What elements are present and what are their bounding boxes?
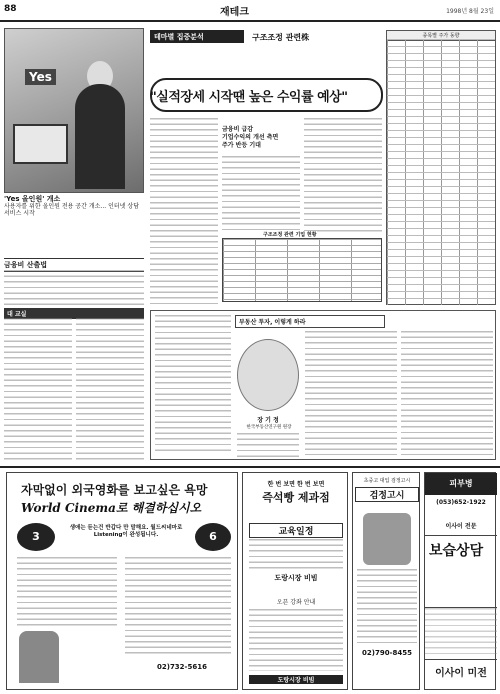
photo-caption [4, 196, 144, 217]
months-badge-right: 6 [195, 523, 231, 551]
interview-box [150, 310, 496, 460]
interview-title: 부동산 투자, 이렇게 하라 [235, 315, 385, 328]
left-column-tag: 대 교실 [4, 308, 144, 319]
feature-table [222, 232, 382, 302]
left-body-text-3 [76, 318, 144, 462]
bakery-ad-footer: 도랑시장 비빔 [249, 675, 343, 684]
page-number: 88 [4, 4, 17, 14]
person-figure [75, 84, 125, 189]
clinic-ad-block-3 [425, 607, 497, 655]
exam-ad-phone: 02)790-8455 [362, 649, 412, 657]
feature-tag: 구조조정 관련株 [252, 33, 310, 42]
clinic-ad-mid: 보습상담 [429, 543, 484, 559]
graduate-photo [363, 513, 411, 565]
clinic-ad-bottom: 이사이 미전 [425, 659, 497, 691]
feature-subheads [222, 126, 302, 150]
bakery-ad-kicker: 한 번 보면 한 번 보면 [267, 481, 325, 488]
movie-ad-message: 생애는 듣는건 반갑다 만 말해요. 월드씨네마로 Listening이 완성됩니다. [69, 525, 183, 538]
feature-subhead-3: 주가 반등 기대 [222, 142, 261, 149]
bakery-ad-open: 오픈 강좌 안내 [276, 599, 316, 606]
months-badge-left: 3 [17, 523, 55, 551]
page-header [0, 0, 500, 22]
issue-date: 1998년 8월 23일 [446, 8, 494, 15]
ad-divider [0, 466, 500, 468]
bakery-ad-title: 즉석빵 제과점 [262, 491, 330, 504]
stock-sidebar-table [386, 30, 496, 305]
movie-ad-line1: 자막없이 외국영화를 보고싶은 욕망 [21, 483, 208, 497]
interview-col1 [155, 315, 231, 455]
news-photo [4, 28, 144, 193]
theme-badge: 테마별 집중분석 [150, 30, 244, 43]
feature-body-col3 [304, 118, 382, 232]
sidebar-table-title: 종목별 주가 동향 [387, 31, 495, 41]
exam-ad-header: 초중고 대입 검정고시 [363, 478, 411, 484]
feature-subhead-1: 금융비 급감 [222, 126, 254, 133]
left-body-text-2 [4, 318, 72, 462]
clinic-ad [424, 472, 496, 690]
bakery-course-ad [242, 472, 348, 690]
bakery-ad-schedule: 교육일정 [249, 523, 343, 538]
interview-col4 [401, 331, 493, 455]
computer-monitor-icon [13, 124, 68, 164]
feature-subhead-2: 기업수익의 개선 측면 [222, 134, 279, 141]
interview-col3 [305, 331, 397, 455]
feature-body-col1 [150, 118, 218, 304]
left-body-text [4, 270, 144, 306]
caricature-portrait [237, 339, 299, 411]
caption-title: 'Yes 올인원' 개소 [4, 195, 61, 203]
yes-logo: Yes [25, 69, 56, 85]
caption-body: 사용자를 위한 올인원 전용 공간 개소... 인터넷 상담 서비스 시작 [4, 203, 139, 217]
clinic-ad-block-2 [425, 535, 497, 605]
exam-ad-title: 검정고시 [355, 487, 419, 502]
interviewee-role: 한국부동산연구원 원장 [246, 425, 292, 430]
section-title: 재테크 [220, 7, 249, 18]
exam-ad-text [357, 569, 417, 645]
movie-ad-text-1 [17, 557, 117, 627]
movie-english-ad [6, 472, 238, 690]
sidebar-table-grid [387, 39, 495, 305]
bakery-ad-text [249, 539, 343, 569]
feature-table-title: 구조조정 관련 기업 현황 [263, 232, 317, 238]
bakery-ad-text-2 [249, 609, 343, 671]
interviewee-name: 장 기 정 [257, 417, 279, 424]
feature-headline: "실적장세 시작땐 높은 수익률 예상" [150, 90, 348, 105]
left-subhead: 금융비 산출법 [4, 258, 144, 272]
movie-ad-line2: World Cinema로 해결하십시오 [21, 501, 202, 515]
movie-ad-text-2 [125, 557, 231, 657]
exam-school-ad [352, 472, 420, 690]
clinic-ad-title: 피부병 [425, 473, 497, 495]
bakery-ad-location: 도랑시장 비빔 [274, 574, 318, 582]
interview-col2 [237, 433, 299, 457]
movie-ad-phone: 02)732-5616 [157, 663, 207, 671]
clinic-ad-tag: 이사이 전문 [445, 523, 477, 530]
feature-body-col2 [222, 156, 300, 232]
instructor-photo [19, 631, 59, 683]
clinic-ad-phone: (053)652-1922 [436, 499, 486, 506]
